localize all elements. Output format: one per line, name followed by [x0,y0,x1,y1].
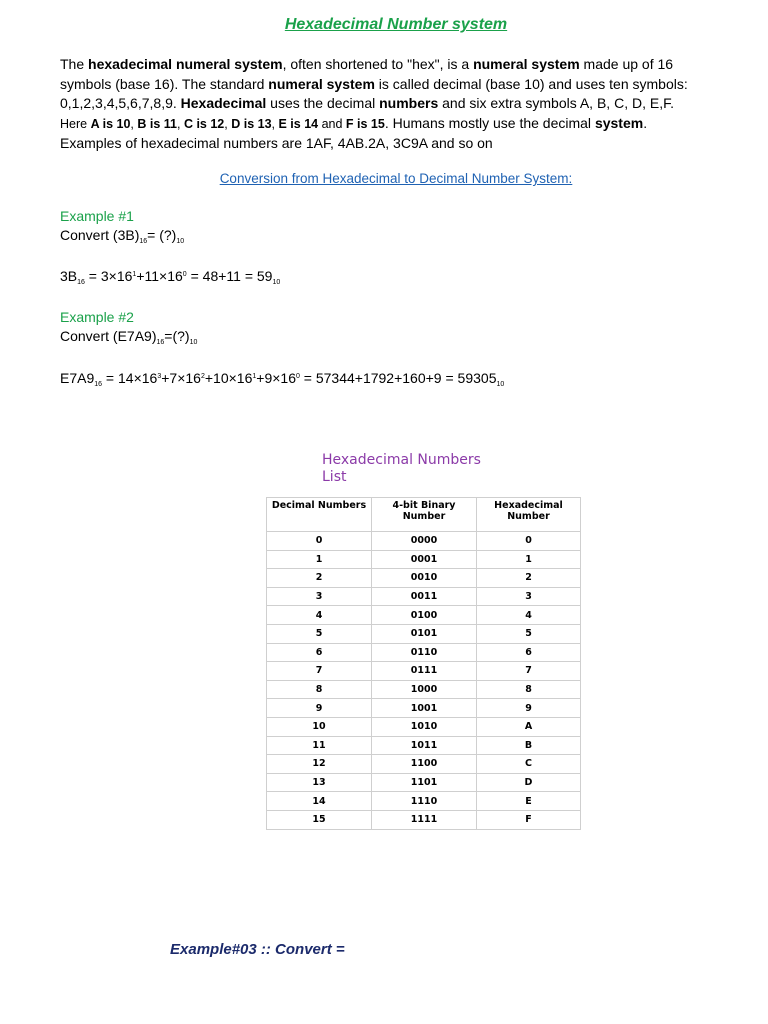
decimal-cell: 14 [267,792,372,811]
decimal-cell: 9 [267,699,372,718]
math-text: Convert (E7A9) [60,328,157,344]
hex-cell: 4 [477,606,581,625]
intro-text: uses the decimal [266,95,380,111]
hex-cell: 3 [477,587,581,606]
decimal-cell: 11 [267,736,372,755]
intro-bold-term: C is 12 [183,116,225,131]
binary-cell: 1000 [372,680,477,699]
math-text: E7A9 [60,370,95,386]
hex-cell: 8 [477,680,581,699]
intro-bold-term: B is 11 [137,116,177,131]
math-text: = 14×16 [102,370,158,386]
superscript: 2 [200,373,205,380]
hex-cell: D [477,773,581,792]
hex-cell: B [477,736,581,755]
intro-text: , [177,116,184,131]
header-hex-line1: Hexadecimal [494,500,563,511]
intro-bold-term: Hexadecimal [180,95,267,111]
decimal-cell: 5 [267,624,372,643]
hex-cell: 9 [477,699,581,718]
table-row [267,624,581,643]
intro-text: Here [60,116,91,131]
binary-cell: 1010 [372,717,477,736]
hex-cell: 2 [477,569,581,588]
math-text: = (?) [147,227,177,243]
hex-cell: 1 [477,550,581,569]
hex-cell: 6 [477,643,581,662]
table-row [267,792,581,811]
section-heading: Conversion from Hexadecimal to Decimal Number System: [219,171,573,186]
table-row [267,736,581,755]
table-row [267,717,581,736]
intro-line-4 [60,114,740,135]
decimal-cell: 13 [267,773,372,792]
table-row [267,643,581,662]
binary-cell: 0111 [372,662,477,681]
example-2-solution [60,370,504,388]
intro-line-2 [60,75,740,95]
hex-table [266,497,581,830]
hex-cell: 5 [477,624,581,643]
table-row [267,532,581,551]
intro-text: , [224,116,232,131]
intro-line-3 [60,94,740,114]
subscript: 10 [189,339,198,346]
math-text: = 3×16 [84,268,133,284]
intro-paragraph [60,55,740,154]
binary-cell: 0000 [372,532,477,551]
table-row [267,755,581,774]
binary-cell: 1101 [372,773,477,792]
intro-line-1 [60,55,740,75]
page-title: Hexadecimal Number system [284,16,508,33]
intro-bold-term: system [594,114,644,131]
table-row [267,680,581,699]
table-caption [322,452,512,486]
example-2-question [60,328,197,346]
intro-bold-term: A is 10 [90,116,131,131]
intro-text: 0,1,2,3,4,5,6,7,8,9. [60,95,181,111]
decimal-cell: 15 [267,810,372,829]
table-row [267,662,581,681]
binary-cell: 1001 [372,699,477,718]
math-text: 3B [60,268,78,284]
intro-bold-term: D is 13 [231,116,272,131]
intro-bold-term: E is 14 [278,116,319,131]
example-2-label: Example #2 [60,309,134,325]
table-caption-line: List [322,469,347,485]
decimal-cell: 10 [267,717,372,736]
table-row [267,550,581,569]
header-hex [477,498,581,532]
example-1-label: Example #1 [60,208,134,224]
intro-text: , [271,116,279,131]
decimal-cell: 8 [267,680,372,699]
subscript: 16 [139,238,148,245]
math-text: =(?) [164,328,190,344]
hex-cell: C [477,755,581,774]
math-text: = 57344+1792+160+9 = 59305 [299,370,497,386]
example-3-heading: Example#03 :: Convert = [170,941,345,958]
math-text: +10×16 [204,370,253,386]
table-caption-line: Hexadecimal Numbers [322,452,481,468]
table-row [267,569,581,588]
intro-text: The [60,56,89,72]
intro-text: and six extra symbols A, B, C, D, E,F. [438,95,674,111]
hex-cell: 7 [477,662,581,681]
binary-cell: 1011 [372,736,477,755]
hex-cell: E [477,792,581,811]
intro-text: , [130,116,138,131]
decimal-cell: 4 [267,606,372,625]
math-text: = 48+11 = 59 [186,268,273,284]
decimal-cell: 6 [267,643,372,662]
math-text: +11×16 [136,268,183,284]
hex-cell: 0 [477,532,581,551]
table-header-row [267,498,581,532]
binary-cell: 0101 [372,624,477,643]
binary-cell: 0011 [372,587,477,606]
decimal-cell: 7 [267,662,372,681]
intro-text: . [643,114,648,131]
intro-bold-term: numeral system [268,75,375,92]
table-row [267,606,581,625]
superscript: 0 [295,373,300,380]
subscript: 16 [94,381,103,388]
decimal-cell: 3 [267,587,372,606]
superscript: 0 [182,271,187,278]
intro-text: . Humans mostly use the decimal [384,114,595,131]
intro-bold-term: hexadecimal numeral system [88,56,283,72]
superscript: 1 [132,271,137,278]
intro-text: symbols (base 16). The standard [60,75,269,92]
binary-cell: 1110 [372,792,477,811]
decimal-cell: 12 [267,755,372,774]
superscript: 1 [252,373,257,380]
hex-cell: A [477,717,581,736]
table-row [267,773,581,792]
decimal-cell: 1 [267,550,372,569]
table-row [267,810,581,829]
subscript: 10 [496,381,505,388]
intro-text: is called decimal (base 10) and uses ten symbols: [374,75,688,92]
intro-text: and [318,116,346,131]
binary-cell: 0001 [372,550,477,569]
math-text: Convert (3B) [60,227,140,243]
binary-cell: 0010 [372,569,477,588]
intro-text: , often shortened to "hex", is a [282,56,474,72]
header-hex-line2: Number [507,511,550,522]
hex-cell: F [477,810,581,829]
intro-bold-term: numeral system [473,56,580,72]
intro-bold-term: F is 15 [345,116,385,131]
decimal-cell: 0 [267,532,372,551]
subscript: 16 [156,339,165,346]
math-text: +9×16 [256,370,296,386]
decimal-cell: 2 [267,569,372,588]
binary-cell: 1111 [372,810,477,829]
table-row [267,587,581,606]
superscript: 3 [157,373,162,380]
subscript: 10 [272,279,281,286]
subscript: 10 [176,238,185,245]
math-text: +7×16 [161,370,201,386]
example-1-solution [60,268,280,286]
header-decimal: Decimal Numbers [267,498,372,532]
table-row [267,699,581,718]
binary-cell: 0110 [372,643,477,662]
table-body [267,532,581,830]
intro-line-5: Examples of hexadecimal numbers are 1AF, 4AB.2A, 3C9A and so on [60,135,493,151]
header-binary: 4-bit Binary Number [372,498,477,532]
intro-text: made up of 16 [579,56,674,72]
subscript: 16 [77,279,85,286]
binary-cell: 0100 [372,606,477,625]
example-1-question [60,227,184,245]
intro-bold-term: numbers [379,95,439,111]
binary-cell: 1100 [372,755,477,774]
